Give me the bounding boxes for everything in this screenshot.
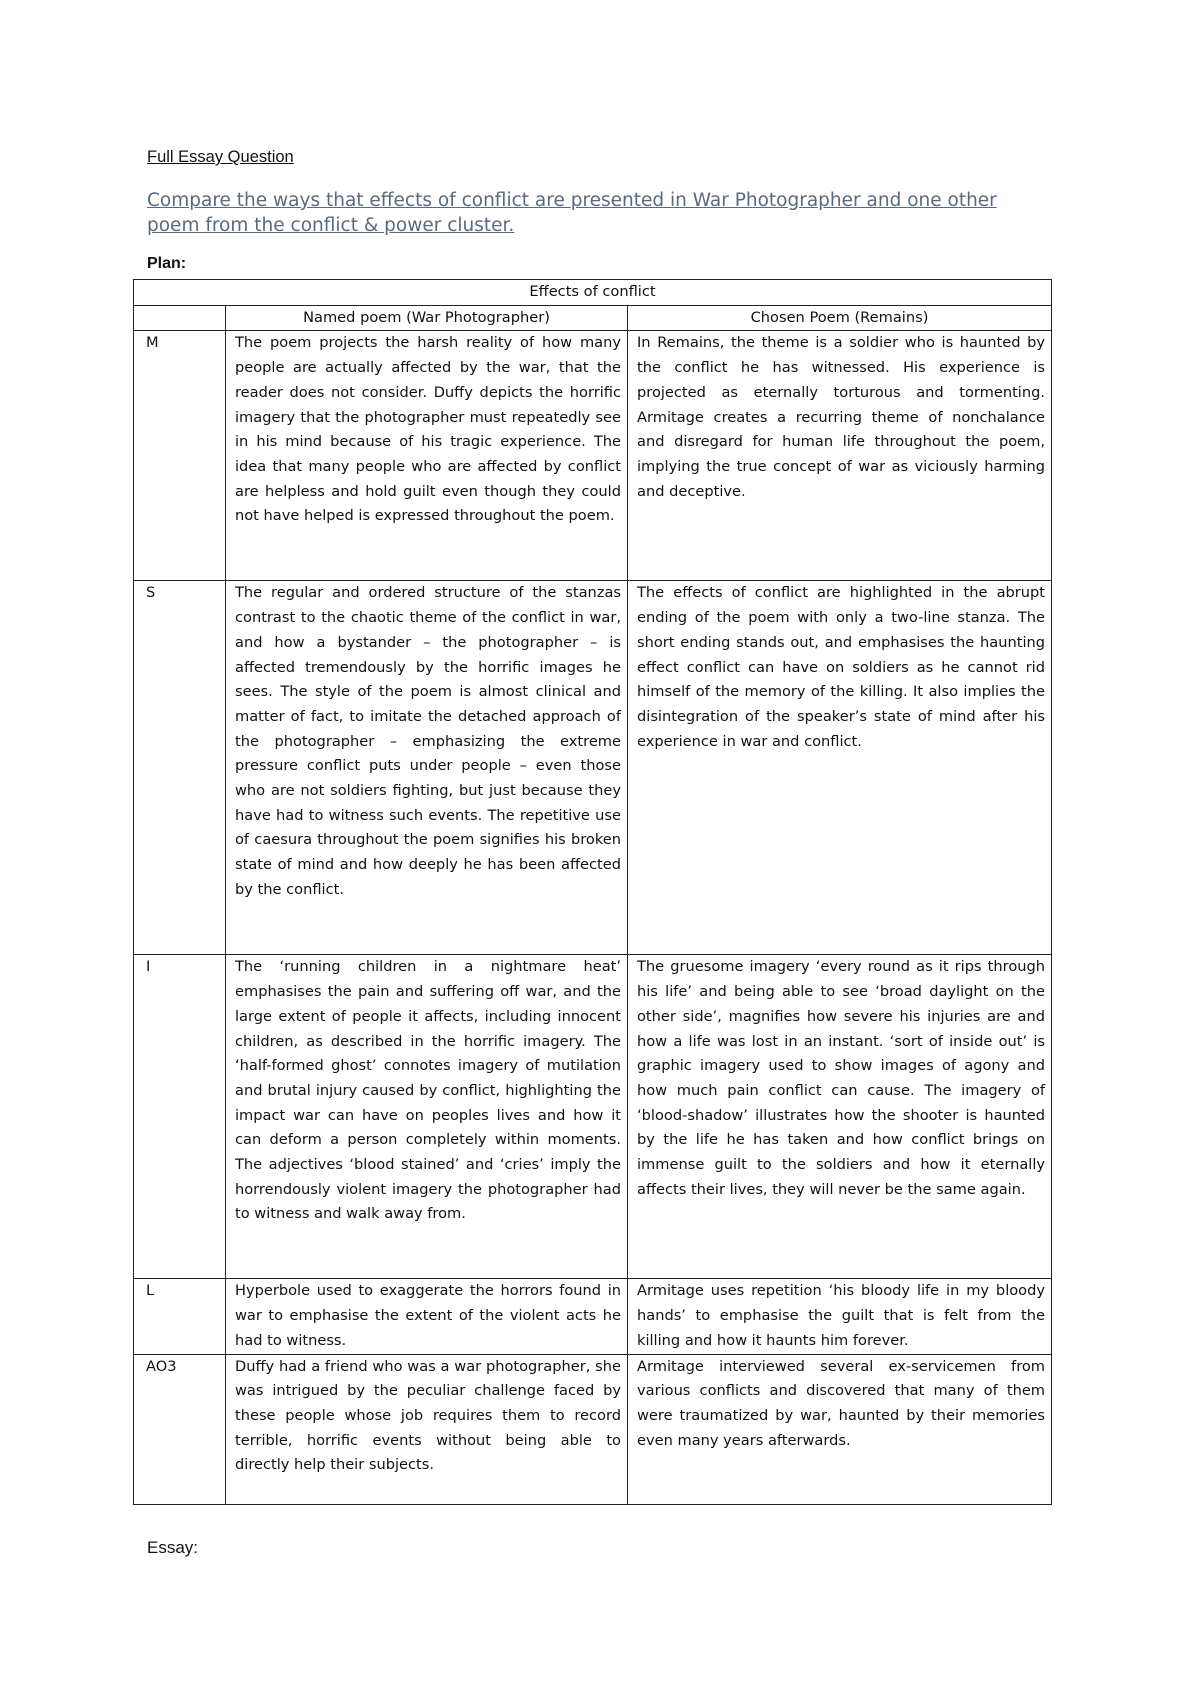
chosen-poem-cell: The gruesome imagery ‘every round as it rips through his life’ and being able to see ‘broad daylight on the other side’, magnifies how severe his injuries are and how a life was lost in an instant. ‘sort of inside out’ is graphic imagery used to show images of agony and how much pain conflict can cause. The imagery of ‘blood-shadow’ illustrates how the shooter is haunted by the life he has taken and how conflict brings on immense guilt to the soldiers and how it eternally affects their lives, they will never be the same again.: [628, 955, 1052, 1279]
table-row: [134, 581, 1052, 955]
table-title-row: [134, 280, 1052, 306]
row-label: I: [134, 955, 226, 1279]
header-cell-chosen-poem: Chosen Poem (Remains): [628, 305, 1052, 331]
table-title: Effects of conflict: [134, 280, 1052, 306]
header-cell-named-poem: Named poem (War Photographer): [226, 305, 628, 331]
table-header-row: [134, 305, 1052, 331]
row-label: L: [134, 1279, 226, 1354]
plan-label: Plan:: [147, 255, 187, 272]
chosen-poem-cell: The effects of conflict are highlighted in the abrupt ending of the poem with only a two-line stanza. The short ending stands out, and emphasises the haunting effect conflict can have on soldiers as he cannot rid himself of the memory of the killing. It also implies the disintegration of the speaker’s state of mind after his experience in war and conflict.: [628, 581, 1052, 955]
essay-label: Essay:: [147, 1538, 199, 1557]
header-cell-empty: [134, 305, 226, 331]
named-poem-cell: The ‘running children in a nightmare heat’ emphasises the pain and suffering off war, and the large extent of people it affects, including innocent children, as described in the horrific imagery. The ‘half-formed ghost’ connotes imagery of mutilation and brutal injury caused by conflict, highlighting the impact war can have on peoples lives and how it can deform a person completely within moments. The adjectives ‘blood stained’ and ‘cries’ imply the horrendously violent imagery the photographer had to witness and walk away from.: [226, 955, 628, 1279]
row-label: S: [134, 581, 226, 955]
essay-question: Compare the ways that effects of conflict are presented in War Photographer and one other poem from the conflict & power cluster.: [147, 190, 997, 236]
table-row: [134, 955, 1052, 1279]
named-poem-cell: Hyperbole used to exaggerate the horrors found in war to emphasise the extent of the violent acts he had to witness.: [226, 1279, 628, 1354]
table-row: [134, 331, 1052, 581]
row-label: AO3: [134, 1354, 226, 1504]
row-label: M: [134, 331, 226, 581]
chosen-poem-cell: In Remains, the theme is a soldier who is haunted by the conflict he has witnessed. His experience is projected as eternally torturous and tormenting. Armitage creates a recurring theme of nonchalance and disregard for human life throughout the poem, implying the true concept of war as viciously harming and deceptive.: [628, 331, 1052, 581]
heading: Full Essay Question: [147, 148, 294, 166]
table-row: [134, 1279, 1052, 1354]
named-poem-cell: Duffy had a friend who was a war photographer, she was intrigued by the peculiar challenge faced by these people whose job requires them to record terrible, horrific events without being able to directly help their subjects.: [226, 1354, 628, 1504]
table-row: [134, 1354, 1052, 1504]
named-poem-cell: The regular and ordered structure of the stanzas contrast to the chaotic theme of the conflict in war, and how a bystander – the photographer – is affected tremendously by the horrific images he sees. The style of the poem is almost clinical and matter of fact, to imitate the detached approach of the photographer – emphasizing the extreme pressure conflict puts under people – even those who are not soldiers fighting, but just because they have had to witness such events. The repetitive use of caesura throughout the poem signifies his broken state of mind and how deeply he has been affected by the conflict.: [226, 581, 628, 955]
plan-table: [133, 279, 1052, 1505]
chosen-poem-cell: Armitage interviewed several ex-servicemen from various conflicts and discovered that many of them were traumatized by war, haunted by their memories even many years afterwards.: [628, 1354, 1052, 1504]
chosen-poem-cell: Armitage uses repetition ‘his bloody life in my bloody hands’ to emphasise the guilt that is felt from the killing and how it haunts him forever.: [628, 1279, 1052, 1354]
named-poem-cell: The poem projects the harsh reality of how many people are actually affected by the war, that the reader does not consider. Duffy depicts the horrific imagery that the photographer must repeatedly see in his mind because of his tragic experience. The idea that many people who are affected by conflict are helpless and hold guilt even though they could not have helped is expressed throughout the poem.: [226, 331, 628, 581]
